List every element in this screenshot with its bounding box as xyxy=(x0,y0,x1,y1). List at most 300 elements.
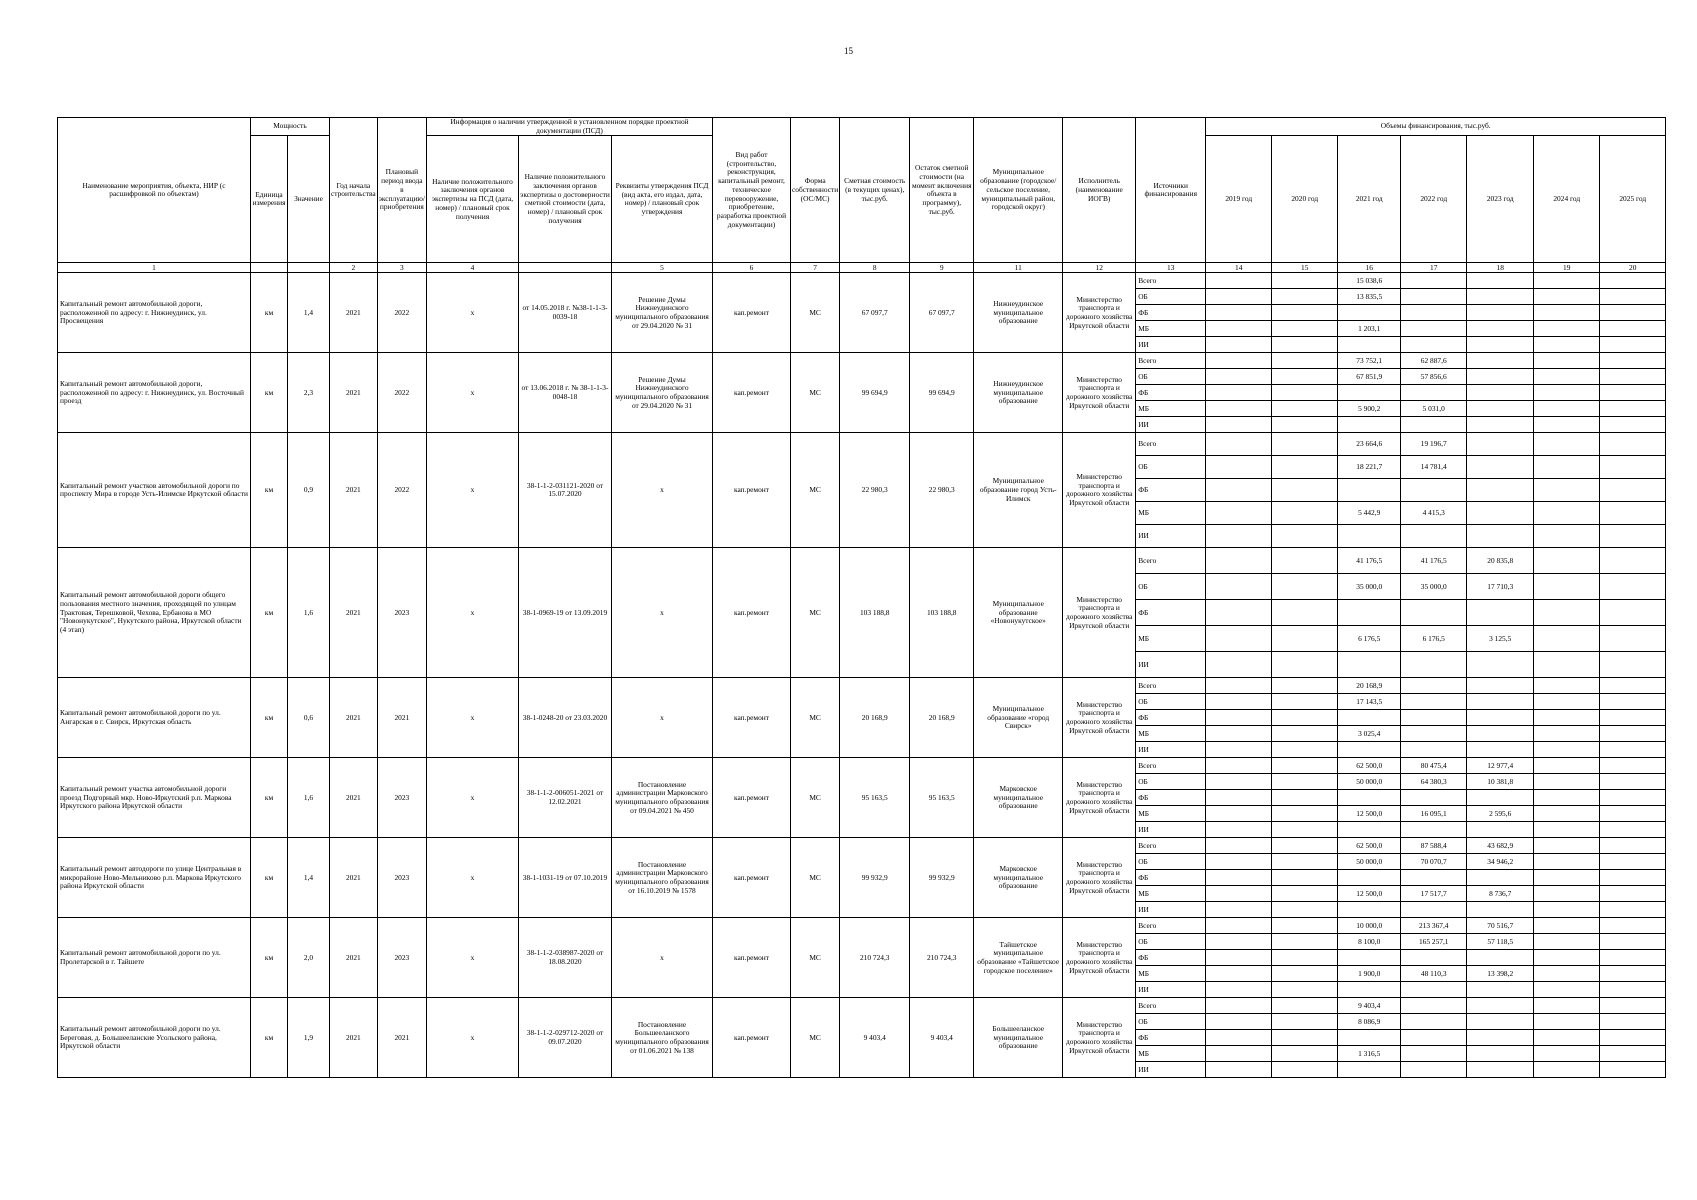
work-type-cell: кап.ремонт xyxy=(712,678,790,758)
funding-value xyxy=(1206,998,1272,1014)
funding-value xyxy=(1206,305,1272,321)
funding-value xyxy=(1401,417,1467,433)
column-number: 19 xyxy=(1534,263,1600,273)
funding-value xyxy=(1600,273,1666,289)
funding-value: 64 380,3 xyxy=(1401,774,1467,790)
funding-value xyxy=(1206,1014,1272,1030)
funding-value xyxy=(1600,525,1666,548)
funding-value xyxy=(1600,902,1666,918)
funding-value xyxy=(1600,433,1666,456)
work-type-cell: кап.ремонт xyxy=(712,918,790,998)
funding-value: 57 856,6 xyxy=(1401,369,1467,385)
funding-value xyxy=(1534,1014,1600,1030)
header-year: 2023 год xyxy=(1467,136,1534,263)
funding-value xyxy=(1600,456,1666,479)
funding-value: 9 403,4 xyxy=(1338,998,1401,1014)
remaining-cost-cell: 9 403,4 xyxy=(910,998,974,1078)
funding-value xyxy=(1401,710,1467,726)
funding-value xyxy=(1272,289,1338,305)
funding-value xyxy=(1600,1030,1666,1046)
cost-expertise-cell: 38-1-1-2-006051-2021 от 12.02.2021 xyxy=(518,758,611,838)
funding-value xyxy=(1401,1014,1467,1030)
funding-value xyxy=(1338,417,1401,433)
funding-value: 34 946,2 xyxy=(1467,854,1534,870)
funding-value xyxy=(1534,1062,1600,1078)
funding-value: 19 196,7 xyxy=(1401,433,1467,456)
funding-value xyxy=(1338,525,1401,548)
funding-value xyxy=(1534,806,1600,822)
funding-source: ФБ xyxy=(1136,305,1206,321)
funding-value xyxy=(1467,456,1534,479)
funding-value xyxy=(1534,790,1600,806)
column-numbers-row xyxy=(58,263,1666,273)
planned-cell: 2021 xyxy=(377,998,426,1078)
funding-value xyxy=(1534,600,1600,626)
funding-value xyxy=(1534,456,1600,479)
funding-value xyxy=(1467,998,1534,1014)
executor-cell: Министерство транспорта и дорожного хозяйства Иркутской области xyxy=(1063,548,1136,678)
header-value: Значение xyxy=(288,136,330,263)
column-number: 14 xyxy=(1206,263,1272,273)
header-funding: Объемы финансирования, тыс.руб. xyxy=(1206,118,1666,136)
funding-value xyxy=(1467,982,1534,998)
funding-source: ИИ xyxy=(1136,902,1206,918)
funding-value xyxy=(1600,353,1666,369)
work-type-cell: кап.ремонт xyxy=(712,548,790,678)
funding-value xyxy=(1272,574,1338,600)
funding-value xyxy=(1206,652,1272,678)
planned-cell: 2022 xyxy=(377,273,426,353)
funding-value: 57 118,5 xyxy=(1467,934,1534,950)
funding-value xyxy=(1600,934,1666,950)
funding-source: ФБ xyxy=(1136,385,1206,401)
funding-value: 48 110,3 xyxy=(1401,966,1467,982)
psd-cell: х xyxy=(426,918,518,998)
column-number xyxy=(288,263,330,273)
executor-cell: Министерство транспорта и дорожного хозяйства Иркутской области xyxy=(1063,998,1136,1078)
requisites-cell: Решение Думы Нижнеудинского муниципального образования от 29.04.2020 № 31 xyxy=(611,353,712,433)
executor-cell: Министерство транспорта и дорожного хозяйства Иркутской области xyxy=(1063,838,1136,918)
funding-source: Всего xyxy=(1136,353,1206,369)
funding-value xyxy=(1534,694,1600,710)
funding-value xyxy=(1600,600,1666,626)
funding-value: 18 221,7 xyxy=(1338,456,1401,479)
estimated-cost-cell: 210 724,3 xyxy=(840,918,910,998)
funding-value xyxy=(1206,600,1272,626)
funding-value xyxy=(1534,982,1600,998)
funding-value xyxy=(1401,337,1467,353)
funding-value xyxy=(1600,998,1666,1014)
funding-value xyxy=(1534,652,1600,678)
column-number: 13 xyxy=(1136,263,1206,273)
funding-value xyxy=(1534,934,1600,950)
column-number: 16 xyxy=(1338,263,1401,273)
funding-value xyxy=(1272,790,1338,806)
funding-value xyxy=(1467,337,1534,353)
funding-value xyxy=(1600,950,1666,966)
funding-source: ФБ xyxy=(1136,600,1206,626)
funding-value xyxy=(1600,305,1666,321)
funding-value xyxy=(1401,305,1467,321)
funding-value xyxy=(1206,574,1272,600)
table-row xyxy=(58,918,1666,934)
funding-value xyxy=(1467,401,1534,417)
funding-value: 5 900,2 xyxy=(1338,401,1401,417)
value-cell: 0,9 xyxy=(288,433,330,548)
header-year: 2020 год xyxy=(1272,136,1338,263)
funding-value: 12 500,0 xyxy=(1338,886,1401,902)
funding-value: 70 070,7 xyxy=(1401,854,1467,870)
funding-value xyxy=(1401,1030,1467,1046)
funding-value: 6 176,5 xyxy=(1338,626,1401,652)
funding-value xyxy=(1206,838,1272,854)
funding-value xyxy=(1534,1030,1600,1046)
funding-source: ИИ xyxy=(1136,1062,1206,1078)
funding-value xyxy=(1467,417,1534,433)
estimated-cost-cell: 9 403,4 xyxy=(840,998,910,1078)
funding-value xyxy=(1534,822,1600,838)
funding-value xyxy=(1467,1030,1534,1046)
funding-value xyxy=(1600,758,1666,774)
funding-value xyxy=(1600,918,1666,934)
funding-value: 35 000,0 xyxy=(1338,574,1401,600)
funding-value: 16 095,1 xyxy=(1401,806,1467,822)
funding-source: Всего xyxy=(1136,548,1206,574)
funding-source: ОБ xyxy=(1136,694,1206,710)
unit-cell: км xyxy=(251,998,288,1078)
funding-value xyxy=(1401,870,1467,886)
funding-value xyxy=(1467,433,1534,456)
funding-value xyxy=(1272,652,1338,678)
funding-value xyxy=(1206,918,1272,934)
funding-value xyxy=(1534,353,1600,369)
estimated-cost-cell: 95 163,5 xyxy=(840,758,910,838)
funding-value xyxy=(1338,385,1401,401)
funding-value: 4 415,3 xyxy=(1401,502,1467,525)
funding-value: 62 500,0 xyxy=(1338,758,1401,774)
funding-value xyxy=(1534,417,1600,433)
funding-value: 20 168,9 xyxy=(1338,678,1401,694)
table-row xyxy=(58,433,1666,456)
funding-value xyxy=(1467,305,1534,321)
header-estimated-cost: Сметная стоимость (в текущих ценах), тыс.руб. xyxy=(840,118,910,263)
funding-value xyxy=(1401,273,1467,289)
year-start-cell: 2021 xyxy=(330,548,378,678)
header-municipality: Муниципальное образование (городское/сельское поселение, муниципальный район, городской округ) xyxy=(974,118,1063,263)
funding-value: 6 176,5 xyxy=(1401,626,1467,652)
municipality-cell: Муниципальное образование «город Свирск» xyxy=(974,678,1063,758)
funding-value xyxy=(1272,456,1338,479)
year-start-cell: 2021 xyxy=(330,678,378,758)
planned-cell: 2023 xyxy=(377,838,426,918)
funding-value xyxy=(1272,950,1338,966)
funding-value xyxy=(1338,479,1401,502)
psd-cell: х xyxy=(426,353,518,433)
funding-source: ФБ xyxy=(1136,710,1206,726)
value-cell: 1,6 xyxy=(288,758,330,838)
unit-cell: км xyxy=(251,758,288,838)
executor-cell: Министерство транспорта и дорожного хозяйства Иркутской области xyxy=(1063,433,1136,548)
municipality-cell: Нижнеудинское муниципальное образование xyxy=(974,273,1063,353)
funding-value xyxy=(1600,742,1666,758)
funding-value xyxy=(1206,1062,1272,1078)
cost-expertise-cell: 38-1-1-2-031121-2020 от 15.07.2020 xyxy=(518,433,611,548)
funding-value xyxy=(1467,1014,1534,1030)
work-type-cell: кап.ремонт xyxy=(712,758,790,838)
funding-value: 14 781,4 xyxy=(1401,456,1467,479)
funding-value xyxy=(1272,838,1338,854)
funding-value xyxy=(1600,626,1666,652)
funding-value xyxy=(1272,982,1338,998)
requisites-cell: Постановление администрации Марковского муниципального образования от 09.04.2021 № 450 xyxy=(611,758,712,838)
cost-expertise-cell: 38-1-1031-19 от 07.10.2019 xyxy=(518,838,611,918)
table-row xyxy=(58,548,1666,574)
funding-source: ОБ xyxy=(1136,369,1206,385)
funding-value: 5 442,9 xyxy=(1338,502,1401,525)
municipality-cell: Марковское муниципальное образование xyxy=(974,838,1063,918)
funding-value xyxy=(1600,966,1666,982)
header-year: 2025 год xyxy=(1600,136,1666,263)
funding-value: 3 025,4 xyxy=(1338,726,1401,742)
funding-value xyxy=(1206,385,1272,401)
executor-cell: Министерство транспорта и дорожного хозяйства Иркутской области xyxy=(1063,758,1136,838)
funding-value xyxy=(1467,525,1534,548)
funding-source: МБ xyxy=(1136,502,1206,525)
funding-value xyxy=(1467,1046,1534,1062)
funding-source: ОБ xyxy=(1136,289,1206,305)
funding-value: 50 000,0 xyxy=(1338,854,1401,870)
cost-expertise-cell: от 13.06.2018 г. № 38-1-1-3-0048-18 xyxy=(518,353,611,433)
funding-value xyxy=(1206,479,1272,502)
table-row xyxy=(58,998,1666,1014)
funding-value xyxy=(1338,982,1401,998)
header-year: 2024 год xyxy=(1534,136,1600,263)
funding-value xyxy=(1534,886,1600,902)
funding-value xyxy=(1272,822,1338,838)
funding-source: МБ xyxy=(1136,401,1206,417)
funding-value xyxy=(1206,289,1272,305)
funding-value xyxy=(1600,289,1666,305)
header-year: 2022 год xyxy=(1401,136,1467,263)
table-row xyxy=(58,838,1666,854)
funding-value xyxy=(1600,838,1666,854)
funding-value xyxy=(1600,694,1666,710)
funding-value: 12 500,0 xyxy=(1338,806,1401,822)
planned-cell: 2021 xyxy=(377,678,426,758)
funding-value xyxy=(1534,902,1600,918)
table-row xyxy=(58,353,1666,369)
funding-value xyxy=(1206,1030,1272,1046)
funding-source: ФБ xyxy=(1136,479,1206,502)
funding-value xyxy=(1534,774,1600,790)
cost-expertise-cell: 38-1-0969-19 от 13.09.2019 xyxy=(518,548,611,678)
funding-source: ОБ xyxy=(1136,456,1206,479)
cost-expertise-cell: от 14.05.2018 г. №38-1-1-3-0039-18 xyxy=(518,273,611,353)
funding-value: 8 086,9 xyxy=(1338,1014,1401,1030)
funding-value xyxy=(1600,726,1666,742)
funding-value xyxy=(1534,369,1600,385)
funding-value xyxy=(1534,289,1600,305)
funding-value xyxy=(1206,626,1272,652)
funding-value xyxy=(1600,790,1666,806)
remaining-cost-cell: 20 168,9 xyxy=(910,678,974,758)
funding-value xyxy=(1467,710,1534,726)
work-type-cell: кап.ремонт xyxy=(712,433,790,548)
funding-value: 41 176,5 xyxy=(1401,548,1467,574)
header-year: 2019 год xyxy=(1206,136,1272,263)
funding-value xyxy=(1600,822,1666,838)
work-type-cell: кап.ремонт xyxy=(712,353,790,433)
funding-value: 41 176,5 xyxy=(1338,548,1401,574)
funding-source: МБ xyxy=(1136,321,1206,337)
unit-cell: км xyxy=(251,548,288,678)
funding-value xyxy=(1467,822,1534,838)
funding-value xyxy=(1600,369,1666,385)
funding-value xyxy=(1338,950,1401,966)
column-number: 18 xyxy=(1467,263,1534,273)
funding-value: 62 500,0 xyxy=(1338,838,1401,854)
funding-value xyxy=(1272,806,1338,822)
funding-value xyxy=(1206,854,1272,870)
funding-value xyxy=(1534,525,1600,548)
header-psd-info: Информация о наличии утвержденной в установленном порядке проектной документации (ПСД) xyxy=(426,118,712,136)
funding-value xyxy=(1600,401,1666,417)
object-name: Капитальный ремонт участка автомобильной дороги проезд Подгорный мкр. Ново-Иркутский р.п. Маркова Иркутского района Иркутской области xyxy=(58,758,251,838)
column-number: 1 xyxy=(58,263,251,273)
column-number: 15 xyxy=(1272,263,1338,273)
cost-expertise-cell: 38-1-1-2-038987-2020 от 18.08.2020 xyxy=(518,918,611,998)
funding-value xyxy=(1600,710,1666,726)
funding-value xyxy=(1206,502,1272,525)
funding-value: 1 316,5 xyxy=(1338,1046,1401,1062)
funding-value xyxy=(1338,305,1401,321)
header-psd-expertise: Наличие положительного заключения органов экспертизы на ПСД (дата, номер) / плановый срок получения xyxy=(426,136,518,263)
funding-value: 23 664,6 xyxy=(1338,433,1401,456)
psd-cell: х xyxy=(426,758,518,838)
funding-value xyxy=(1401,600,1467,626)
funding-value xyxy=(1338,742,1401,758)
funding-value xyxy=(1534,726,1600,742)
funding-value xyxy=(1272,998,1338,1014)
funding-source: Всего xyxy=(1136,838,1206,854)
funding-value: 213 367,4 xyxy=(1401,918,1467,934)
remaining-cost-cell: 103 188,8 xyxy=(910,548,974,678)
work-type-cell: кап.ремонт xyxy=(712,838,790,918)
requisites-cell: Постановление администрации Марковского муниципального образования от 16.10.2019 № 1578 xyxy=(611,838,712,918)
value-cell: 1,4 xyxy=(288,838,330,918)
funding-value xyxy=(1272,369,1338,385)
funding-value: 13 835,5 xyxy=(1338,289,1401,305)
funding-source: МБ xyxy=(1136,726,1206,742)
funding-value xyxy=(1272,1030,1338,1046)
year-start-cell: 2021 xyxy=(330,918,378,998)
ownership-cell: МС xyxy=(790,918,839,998)
funding-source: ИИ xyxy=(1136,417,1206,433)
funding-value xyxy=(1467,694,1534,710)
funding-value xyxy=(1401,289,1467,305)
funding-value: 8 100,0 xyxy=(1338,934,1401,950)
funding-value xyxy=(1401,998,1467,1014)
funding-value xyxy=(1206,337,1272,353)
psd-cell: х xyxy=(426,273,518,353)
cost-expertise-cell: 38-1-0248-20 от 23.03.2020 xyxy=(518,678,611,758)
funding-value xyxy=(1534,966,1600,982)
header-ownership: Форма собственности (ОС/МС) xyxy=(790,118,839,263)
column-number: 5 xyxy=(611,263,712,273)
funding-value: 20 835,8 xyxy=(1467,548,1534,574)
funding-value xyxy=(1600,652,1666,678)
psd-cell: х xyxy=(426,433,518,548)
funding-value xyxy=(1338,337,1401,353)
executor-cell: Министерство транспорта и дорожного хозяйства Иркутской области xyxy=(1063,918,1136,998)
funding-value xyxy=(1401,385,1467,401)
funding-value xyxy=(1272,726,1338,742)
funding-value: 67 851,9 xyxy=(1338,369,1401,385)
object-name: Капитальный ремонт автомобильной дороги, расположенной по адресу: г. Нижнеудинск, ул. Восточный проезд xyxy=(58,353,251,433)
funding-value xyxy=(1206,886,1272,902)
funding-source: Всего xyxy=(1136,998,1206,1014)
funding-value xyxy=(1600,982,1666,998)
funding-value xyxy=(1206,433,1272,456)
funding-value xyxy=(1534,838,1600,854)
funding-value xyxy=(1272,479,1338,502)
header-unit: Единица измерения xyxy=(251,136,288,263)
funding-value xyxy=(1534,305,1600,321)
funding-value xyxy=(1467,678,1534,694)
funding-value xyxy=(1467,385,1534,401)
header-remaining-cost: Остаток сметной стоимости (на момент включения объекта в программу), тыс.руб. xyxy=(910,118,974,263)
funding-value xyxy=(1206,790,1272,806)
funding-value xyxy=(1401,1046,1467,1062)
funding-source: ФБ xyxy=(1136,1030,1206,1046)
column-number: 7 xyxy=(790,263,839,273)
unit-cell: км xyxy=(251,838,288,918)
funding-value xyxy=(1338,790,1401,806)
funding-value: 5 031,0 xyxy=(1401,401,1467,417)
column-number: 11 xyxy=(974,263,1063,273)
column-number xyxy=(518,263,611,273)
funding-value xyxy=(1338,1030,1401,1046)
funding-value xyxy=(1272,353,1338,369)
municipality-cell: Марковское муниципальное образование xyxy=(974,758,1063,838)
funding-value xyxy=(1206,870,1272,886)
funding-source: ОБ xyxy=(1136,574,1206,600)
funding-value xyxy=(1401,982,1467,998)
ownership-cell: МС xyxy=(790,273,839,353)
funding-value xyxy=(1272,385,1338,401)
funding-value xyxy=(1467,502,1534,525)
funding-value xyxy=(1534,385,1600,401)
year-start-cell: 2021 xyxy=(330,758,378,838)
header-executor: Исполнитель (наименование ИОГВ) xyxy=(1063,118,1136,263)
funding-value xyxy=(1600,678,1666,694)
funding-value xyxy=(1534,918,1600,934)
funding-source: ИИ xyxy=(1136,822,1206,838)
funding-source: МБ xyxy=(1136,1046,1206,1062)
executor-cell: Министерство транспорта и дорожного хозяйства Иркутской области xyxy=(1063,273,1136,353)
funding-value xyxy=(1272,525,1338,548)
funding-value xyxy=(1206,758,1272,774)
year-start-cell: 2021 xyxy=(330,433,378,548)
ownership-cell: МС xyxy=(790,758,839,838)
funding-value xyxy=(1272,433,1338,456)
funding-value: 13 398,2 xyxy=(1467,966,1534,982)
funding-value xyxy=(1206,902,1272,918)
municipality-cell: Нижнеудинское муниципальное образование xyxy=(974,353,1063,433)
funding-value xyxy=(1272,934,1338,950)
funding-source: ФБ xyxy=(1136,950,1206,966)
cost-expertise-cell: 38-1-1-2-029712-2020 от 09.07.2020 xyxy=(518,998,611,1078)
